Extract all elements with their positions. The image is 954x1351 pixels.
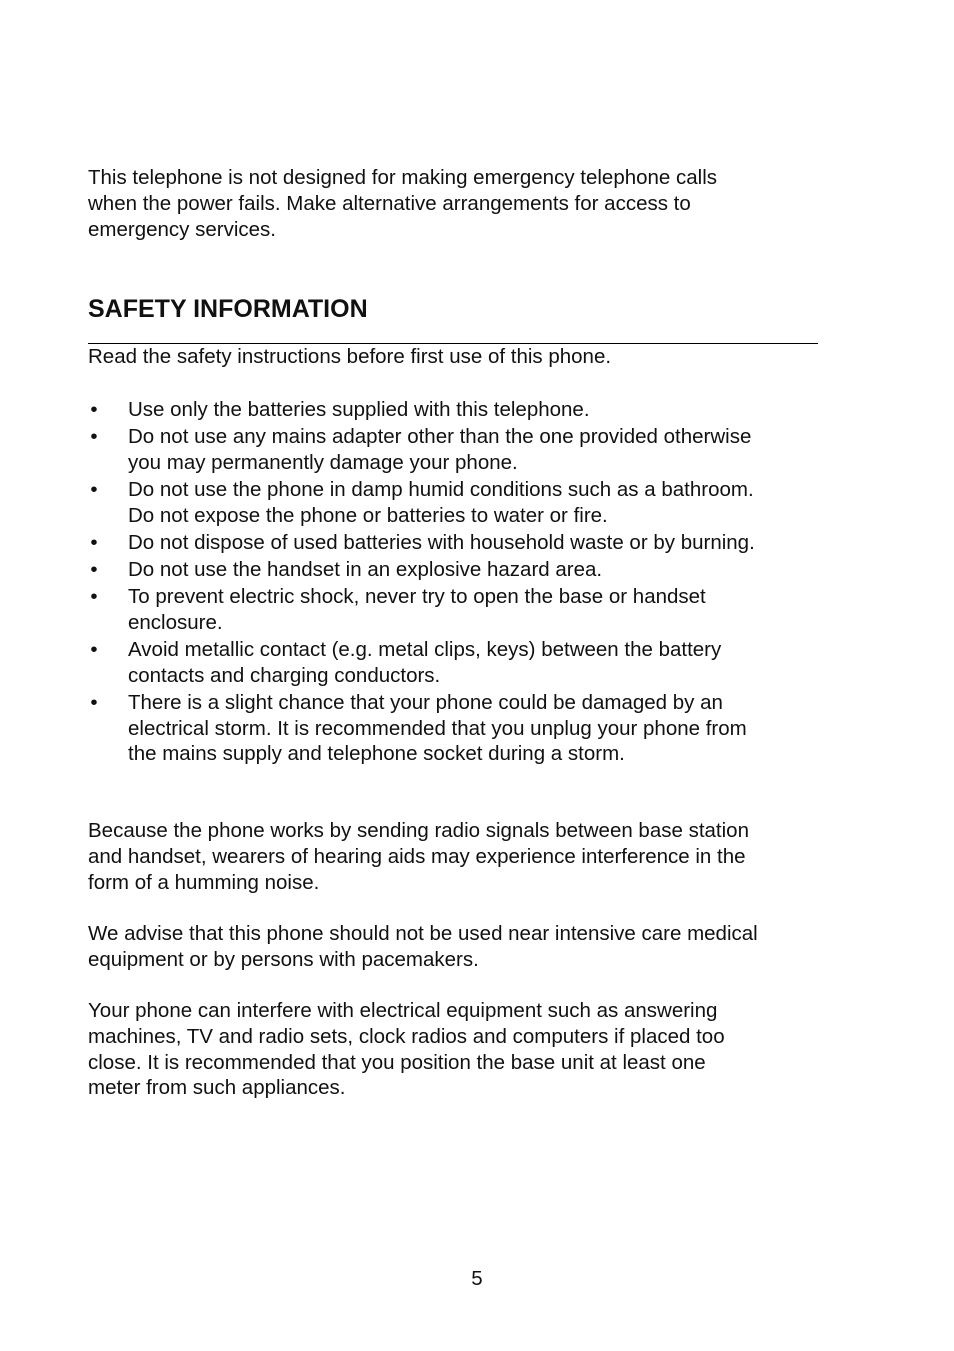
list-item bbox=[88, 584, 828, 636]
bullet-icon: • bbox=[90, 530, 98, 554]
medical-equipment-note: We advise that this phone should not be used near intensive care medical equipment or by persons with pacemakers. bbox=[88, 922, 758, 971]
bullet-icon: • bbox=[90, 637, 98, 661]
list-item-text: Do not use the handset in an explosive hazard area. bbox=[128, 557, 603, 581]
list-item bbox=[88, 397, 828, 423]
section-title: SAFETY INFORMATION bbox=[88, 295, 368, 323]
bullet-icon: • bbox=[90, 425, 98, 449]
list-item bbox=[88, 424, 828, 476]
list-item bbox=[88, 637, 828, 689]
list-item-text: Do not dispose of used batteries with household waste or by burning. bbox=[128, 530, 755, 554]
list-item bbox=[88, 530, 828, 556]
list-item-text: Avoid metallic contact (e.g. metal clips, keys) between the battery contacts and charging conductors. bbox=[128, 637, 722, 687]
bullet-icon: • bbox=[90, 398, 98, 421]
section-intro: Read the safety instructions before first use of this phone. bbox=[88, 345, 612, 368]
list-item bbox=[88, 690, 828, 767]
list-item-text: Do not use any mains adapter other than the one provided otherwise you may permanently damage your phone. bbox=[128, 425, 752, 474]
bullet-icon: • bbox=[90, 557, 98, 581]
list-item-text: To prevent electric shock, never try to open the base or handset enclosure. bbox=[128, 585, 706, 634]
safety-list bbox=[88, 397, 828, 769]
list-item-text: There is a slight chance that your phone could be damaged by an electrical storm. It is recommended that you unplug your phone from the mains supply and telephone socket during a storm. bbox=[128, 690, 747, 766]
bullet-icon: • bbox=[90, 585, 98, 609]
emergency-note: This telephone is not designed for making emergency telephone calls when the power fails. Make alternative arrangements for access to emergency services. bbox=[88, 166, 718, 241]
list-item-text: Do not use the phone in damp humid conditions such as a bathroom. Do not expose the phone or batteries to water or fire. bbox=[128, 477, 754, 527]
bullet-icon: • bbox=[90, 690, 98, 714]
list-item bbox=[88, 477, 828, 529]
bullet-icon: • bbox=[90, 477, 98, 501]
interference-note: Your phone can interfere with electrical equipment such as answering machines, TV and radio sets, clock radios and computers if placed too close. It is recommended that you position the base unit at least one meter from such appliances. bbox=[88, 999, 725, 1100]
list-item-text: Use only the batteries supplied with this telephone. bbox=[128, 398, 590, 421]
page-number: 5 bbox=[471, 1267, 483, 1290]
hearing-aid-note: Because the phone works by sending radio signals between base station and handset, wearers of hearing aids may experience interference in the form of a humming noise. bbox=[88, 819, 749, 894]
list-item bbox=[88, 557, 828, 583]
